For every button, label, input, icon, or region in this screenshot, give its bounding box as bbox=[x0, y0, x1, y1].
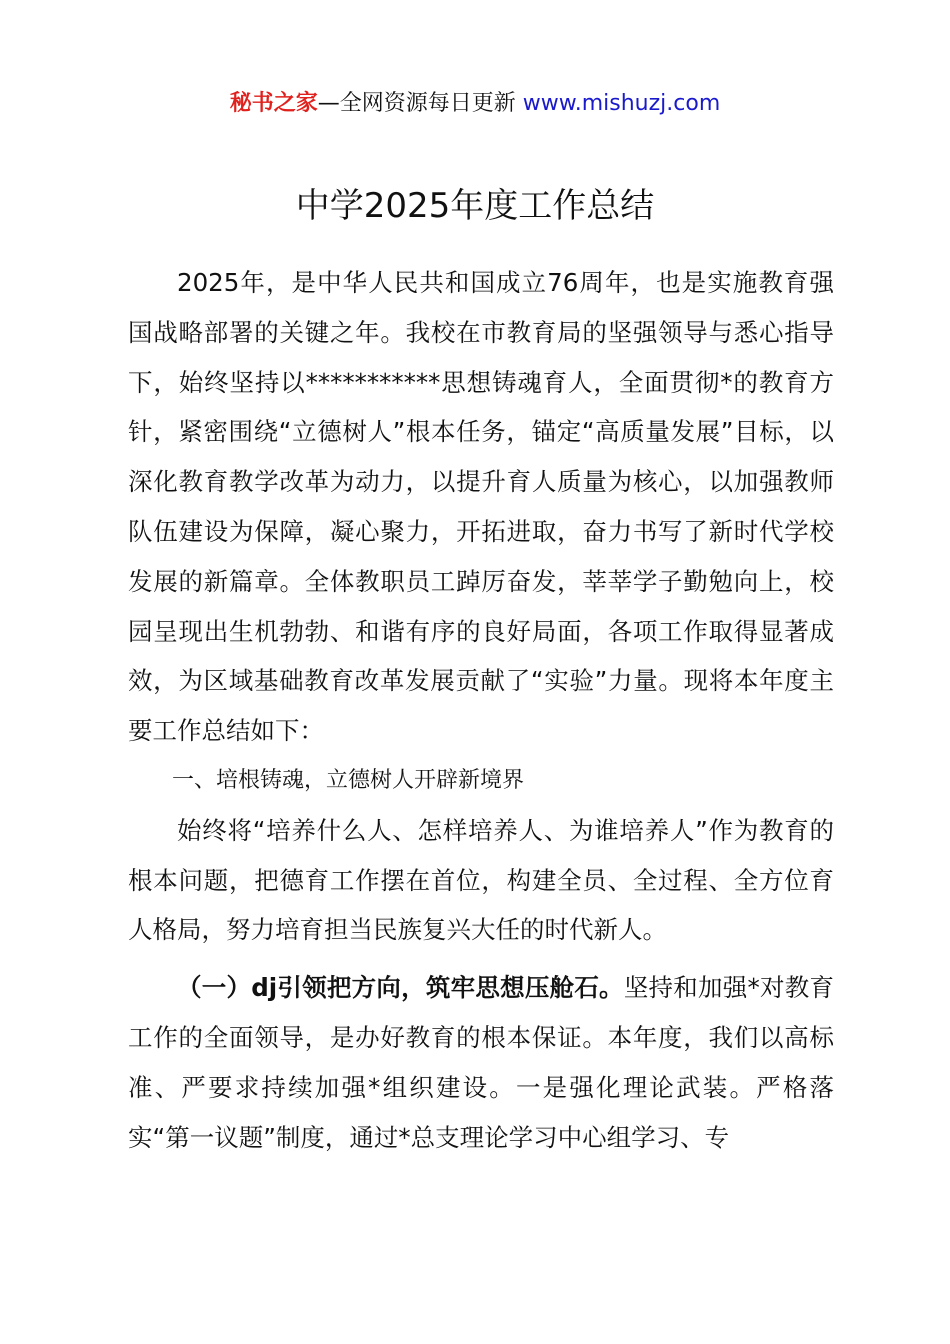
document-body bbox=[128, 258, 834, 1162]
site-url-link[interactable]: www.mishuzj.com bbox=[522, 91, 721, 116]
site-header bbox=[0, 88, 950, 120]
subsection-heading: （一）dj引领把方向，筑牢思想压舱石。 bbox=[177, 973, 624, 1003]
subsection-text: 坚持和加强*对教育工作的全面领导，是办好教育的根本保证。本年度，我们以高标准、严要求持续加强*组织建设。一是强化理论武装。严格落实“第一议题”制度，通过*总支理论学习中心组学习、专 bbox=[128, 973, 835, 1152]
header-tagline: —全网资源每日更新 bbox=[317, 91, 516, 116]
document-title: 中学2025年度工作总结 bbox=[295, 186, 655, 226]
section-heading: 一、培根铸魂，立德树人开辟新境界 bbox=[172, 767, 525, 793]
brand-name: 秘书之家 bbox=[229, 91, 318, 116]
intro-paragraph: 2025年，是中华人民共和国成立76周年，也是实施教育强国战略部署的关键之年。我校在市教育局的坚强领导与悉心指导下，始终坚持以***********思想铸魂育人，全面贯彻*的教育方针，紧密围绕“立德树人”根本任务，锚定“高质量发展”目标，以深化教育教学改革为动力，以提升育人质量为核心，以加强教师队伍建设为保障，凝心聚力，开拓进取，奋力书写了新时代学校发展的新篇章。全体教职员工踔厉奋发，莘莘学子勤勉向上，校园呈现出生机勃勃、和谐有序的良好局面，各项工作取得显著成效，为区域基础教育改革发展贡献了“实验”力量。现将本年度主要工作总结如下： bbox=[128, 268, 834, 746]
subsection-paragraph bbox=[128, 963, 834, 1162]
section-paragraph: 始终将“培养什么人、怎样培养人、为谁培养人”作为教育的根本问题，把德育工作摆在首位，构建全员、全过程、全方位育人格局，努力培育担当民族复兴大任的时代新人。 bbox=[128, 815, 834, 945]
